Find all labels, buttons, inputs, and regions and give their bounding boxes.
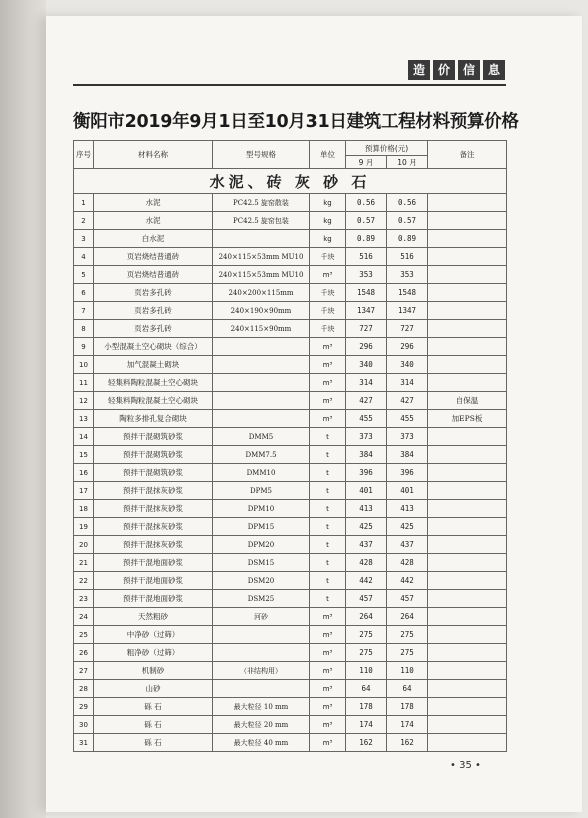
note-cell [428,248,507,266]
note-cell [428,338,507,356]
note-cell [428,626,507,644]
unit-cell: t [310,446,346,464]
material-name-cell: 页岩烧结普通砖 [94,266,213,284]
table-row [74,608,507,626]
material-name-cell: 山砂 [94,680,213,698]
table-row [74,248,507,266]
table-row [74,284,507,302]
price-october-cell: 727 [387,320,428,338]
material-name-cell: 陶粒多排孔复合砌块 [94,410,213,428]
row-number-cell: 27 [74,662,94,680]
table-row [74,446,507,464]
note-cell [428,608,507,626]
table-row [74,518,507,536]
spec-cell: DPM5 [213,482,310,500]
price-september-cell: 396 [346,464,387,482]
material-name-cell: 粗净砂（过筛） [94,644,213,662]
unit-cell: t [310,464,346,482]
table-row [74,680,507,698]
spec-cell: 240×190×90mm [213,302,310,320]
row-number-cell: 13 [74,410,94,428]
row-number-cell: 19 [74,518,94,536]
spec-cell: （非结构用） [213,662,310,680]
table-row [74,212,507,230]
unit-cell: m³ [310,662,346,680]
material-name-cell: 预拌干混砌筑砂浆 [94,428,213,446]
price-september-cell: 275 [346,644,387,662]
price-october-cell: 373 [387,428,428,446]
material-name-cell: 砾 石 [94,734,213,752]
unit-cell: 千块 [310,248,346,266]
table-row [74,698,507,716]
row-number-cell: 5 [74,266,94,284]
material-name-cell: 页岩烧结普通砖 [94,248,213,266]
spec-cell: DSM25 [213,590,310,608]
table-row [74,734,507,752]
price-october-cell: 353 [387,266,428,284]
row-number-cell: 20 [74,536,94,554]
table-row [74,464,507,482]
table-row [74,338,507,356]
note-cell: 自保温 [428,392,507,410]
price-september-cell: 455 [346,410,387,428]
material-name-cell: 预拌干混地面砂浆 [94,572,213,590]
material-name-cell: 天然粗砂 [94,608,213,626]
table-row [74,194,507,212]
spec-cell: DPM15 [213,518,310,536]
row-number-cell: 16 [74,464,94,482]
table-row [74,410,507,428]
unit-cell: kg [310,212,346,230]
price-october-cell: 110 [387,662,428,680]
note-cell [428,500,507,518]
price-september-cell: 0.89 [346,230,387,248]
material-name-cell: 小型混凝土空心砌块（综合） [94,338,213,356]
row-number-cell: 12 [74,392,94,410]
section-tag [408,60,505,80]
material-name-cell: 预拌干混地面砂浆 [94,554,213,572]
price-september-cell: 425 [346,518,387,536]
note-cell [428,374,507,392]
row-number-cell: 6 [74,284,94,302]
note-cell [428,356,507,374]
book-gutter [0,0,46,818]
spec-cell: 最大粒径 40 mm [213,734,310,752]
note-cell [428,518,507,536]
row-number-cell: 22 [74,572,94,590]
table-row [74,572,507,590]
price-september-cell: 516 [346,248,387,266]
table-row [74,662,507,680]
note-cell [428,230,507,248]
unit-cell: t [310,554,346,572]
row-number-cell: 24 [74,608,94,626]
material-name-cell: 砾 石 [94,716,213,734]
spec-cell: 240×200×115mm [213,284,310,302]
spec-cell [213,644,310,662]
price-october-cell: 516 [387,248,428,266]
note-cell [428,698,507,716]
price-september-cell: 413 [346,500,387,518]
note-cell [428,212,507,230]
spec-cell: PC42.5 旋窑散装 [213,194,310,212]
price-october-cell: 425 [387,518,428,536]
col-header-oct: 10 月 [387,156,428,169]
unit-cell: t [310,518,346,536]
unit-cell: 千块 [310,320,346,338]
spec-cell: 240×115×53mm MU10 [213,266,310,284]
row-number-cell: 28 [74,680,94,698]
price-september-cell: 0.57 [346,212,387,230]
note-cell [428,734,507,752]
row-number-cell: 4 [74,248,94,266]
row-number-cell: 26 [74,644,94,662]
material-name-cell: 水泥 [94,212,213,230]
price-september-cell: 353 [346,266,387,284]
table-row [74,320,507,338]
spec-cell: DSM15 [213,554,310,572]
row-number-cell: 17 [74,482,94,500]
price-october-cell: 427 [387,392,428,410]
price-october-cell: 296 [387,338,428,356]
tag-char: 造 [408,60,430,80]
note-cell [428,590,507,608]
price-october-cell: 1347 [387,302,428,320]
page-title: 衡阳市2019年9月1日至10月31日建筑工程材料预算价格 [73,112,519,132]
note-cell [428,320,507,338]
price-october-cell: 64 [387,680,428,698]
material-name-cell: 白水泥 [94,230,213,248]
note-cell [428,428,507,446]
spec-cell: DSM20 [213,572,310,590]
row-number-cell: 23 [74,590,94,608]
price-september-cell: 384 [346,446,387,464]
note-cell [428,680,507,698]
price-september-cell: 64 [346,680,387,698]
price-october-cell: 264 [387,608,428,626]
spec-cell: 240×115×90mm [213,320,310,338]
material-name-cell: 水泥 [94,194,213,212]
unit-cell: m³ [310,338,346,356]
unit-cell: m³ [310,356,346,374]
price-september-cell: 427 [346,392,387,410]
material-name-cell: 轻集料陶粒混凝土空心砌块 [94,374,213,392]
spec-cell: DMM5 [213,428,310,446]
note-cell [428,662,507,680]
material-name-cell: 预拌干混砌筑砂浆 [94,446,213,464]
material-name-cell: 页岩多孔砖 [94,284,213,302]
price-september-cell: 314 [346,374,387,392]
price-october-cell: 340 [387,356,428,374]
material-name-cell: 页岩多孔砖 [94,320,213,338]
unit-cell: m³ [310,392,346,410]
price-october-cell: 401 [387,482,428,500]
section-heading: 水泥、砖 灰 砂 石 [74,169,507,194]
spec-cell [213,374,310,392]
col-header-unit: 单位 [310,141,346,169]
material-name-cell: 预拌干混抹灰砂浆 [94,536,213,554]
price-october-cell: 413 [387,500,428,518]
spec-cell [213,410,310,428]
material-name-cell: 砾 石 [94,698,213,716]
spec-cell [213,338,310,356]
row-number-cell: 2 [74,212,94,230]
row-number-cell: 31 [74,734,94,752]
row-number-cell: 25 [74,626,94,644]
spec-cell: DMM7.5 [213,446,310,464]
note-cell [428,716,507,734]
material-name-cell: 预拌干混砌筑砂浆 [94,464,213,482]
table-row [74,392,507,410]
price-october-cell: 0.89 [387,230,428,248]
table-row [74,500,507,518]
unit-cell: m³ [310,680,346,698]
spec-cell: 最大粒径 20 mm [213,716,310,734]
col-header-no: 序号 [74,141,94,169]
unit-cell: kg [310,194,346,212]
unit-cell: m³ [310,716,346,734]
table-row [74,302,507,320]
note-cell: 加EPS板 [428,410,507,428]
note-cell [428,536,507,554]
spec-cell: 240×115×53mm MU10 [213,248,310,266]
note-cell [428,572,507,590]
price-september-cell: 373 [346,428,387,446]
unit-cell: 千块 [310,284,346,302]
note-cell [428,464,507,482]
spec-cell [213,356,310,374]
material-name-cell: 加气混凝土砌块 [94,356,213,374]
material-name-cell: 轻集料陶粒混凝土空心砌块 [94,392,213,410]
price-october-cell: 428 [387,554,428,572]
tag-char: 价 [433,60,455,80]
spec-cell: 河砂 [213,608,310,626]
price-september-cell: 442 [346,572,387,590]
price-september-cell: 275 [346,626,387,644]
price-october-cell: 275 [387,626,428,644]
price-october-cell: 442 [387,572,428,590]
col-header-price: 预算价格(元) [346,141,428,156]
price-september-cell: 296 [346,338,387,356]
tag-char: 息 [483,60,505,80]
unit-cell: m³ [310,608,346,626]
material-name-cell: 预拌干混抹灰砂浆 [94,500,213,518]
unit-cell: m³ [310,266,346,284]
unit-cell: m³ [310,374,346,392]
table-row [74,428,507,446]
material-name-cell: 中净砂（过筛） [94,626,213,644]
unit-cell: t [310,536,346,554]
price-september-cell: 401 [346,482,387,500]
material-name-cell: 页岩多孔砖 [94,302,213,320]
price-october-cell: 384 [387,446,428,464]
spec-cell: PC42.5 旋窑包装 [213,212,310,230]
note-cell [428,302,507,320]
note-cell [428,482,507,500]
row-number-cell: 1 [74,194,94,212]
note-cell [428,266,507,284]
col-header-name: 材料名称 [94,141,213,169]
table-row [74,374,507,392]
price-october-cell: 396 [387,464,428,482]
table-row [74,230,507,248]
price-september-cell: 1347 [346,302,387,320]
price-october-cell: 0.57 [387,212,428,230]
price-table [73,140,507,752]
col-header-note: 备注 [428,141,507,169]
spec-cell: DPM10 [213,500,310,518]
material-name-cell: 预拌干混抹灰砂浆 [94,518,213,536]
price-september-cell: 437 [346,536,387,554]
unit-cell: m³ [310,410,346,428]
unit-cell: t [310,500,346,518]
price-october-cell: 174 [387,716,428,734]
table-row [74,626,507,644]
material-name-cell: 机制砂 [94,662,213,680]
spec-cell: DMM10 [213,464,310,482]
material-name-cell: 预拌干混抹灰砂浆 [94,482,213,500]
unit-cell: m³ [310,698,346,716]
row-number-cell: 11 [74,374,94,392]
row-number-cell: 21 [74,554,94,572]
col-header-sep: 9 月 [346,156,387,169]
price-september-cell: 1548 [346,284,387,302]
col-header-spec: 型号规格 [213,141,310,169]
row-number-cell: 29 [74,698,94,716]
unit-cell: m³ [310,644,346,662]
price-october-cell: 455 [387,410,428,428]
price-september-cell: 340 [346,356,387,374]
spec-cell [213,626,310,644]
row-number-cell: 15 [74,446,94,464]
row-number-cell: 30 [74,716,94,734]
table-row [74,716,507,734]
header-rule [73,84,506,86]
row-number-cell: 14 [74,428,94,446]
table-row [74,644,507,662]
price-october-cell: 0.56 [387,194,428,212]
row-number-cell: 8 [74,320,94,338]
price-september-cell: 727 [346,320,387,338]
spec-cell [213,680,310,698]
row-number-cell: 3 [74,230,94,248]
note-cell [428,284,507,302]
spec-cell: DPM20 [213,536,310,554]
unit-cell: kg [310,230,346,248]
material-name-cell: 预拌干混地面砂浆 [94,590,213,608]
price-october-cell: 457 [387,590,428,608]
price-october-cell: 437 [387,536,428,554]
unit-cell: t [310,482,346,500]
price-september-cell: 178 [346,698,387,716]
row-number-cell: 7 [74,302,94,320]
price-october-cell: 314 [387,374,428,392]
spec-cell [213,392,310,410]
price-september-cell: 457 [346,590,387,608]
price-september-cell: 174 [346,716,387,734]
price-october-cell: 275 [387,644,428,662]
unit-cell: t [310,572,346,590]
unit-cell: t [310,428,346,446]
price-october-cell: 178 [387,698,428,716]
unit-cell: t [310,590,346,608]
price-october-cell: 1548 [387,284,428,302]
table-row [74,536,507,554]
row-number-cell: 9 [74,338,94,356]
note-cell [428,194,507,212]
price-october-cell: 162 [387,734,428,752]
price-september-cell: 264 [346,608,387,626]
spec-cell [213,230,310,248]
table-row [74,356,507,374]
unit-cell: m³ [310,734,346,752]
note-cell [428,446,507,464]
spec-cell: 最大粒径 10 mm [213,698,310,716]
note-cell [428,644,507,662]
price-september-cell: 110 [346,662,387,680]
price-september-cell: 0.56 [346,194,387,212]
price-september-cell: 162 [346,734,387,752]
unit-cell: m³ [310,626,346,644]
price-september-cell: 428 [346,554,387,572]
table-row [74,482,507,500]
tag-char: 信 [458,60,480,80]
note-cell [428,554,507,572]
table-row [74,554,507,572]
unit-cell: 千块 [310,302,346,320]
row-number-cell: 18 [74,500,94,518]
table-row [74,266,507,284]
page-number: • 35 • [450,760,481,771]
table-row [74,590,507,608]
row-number-cell: 10 [74,356,94,374]
